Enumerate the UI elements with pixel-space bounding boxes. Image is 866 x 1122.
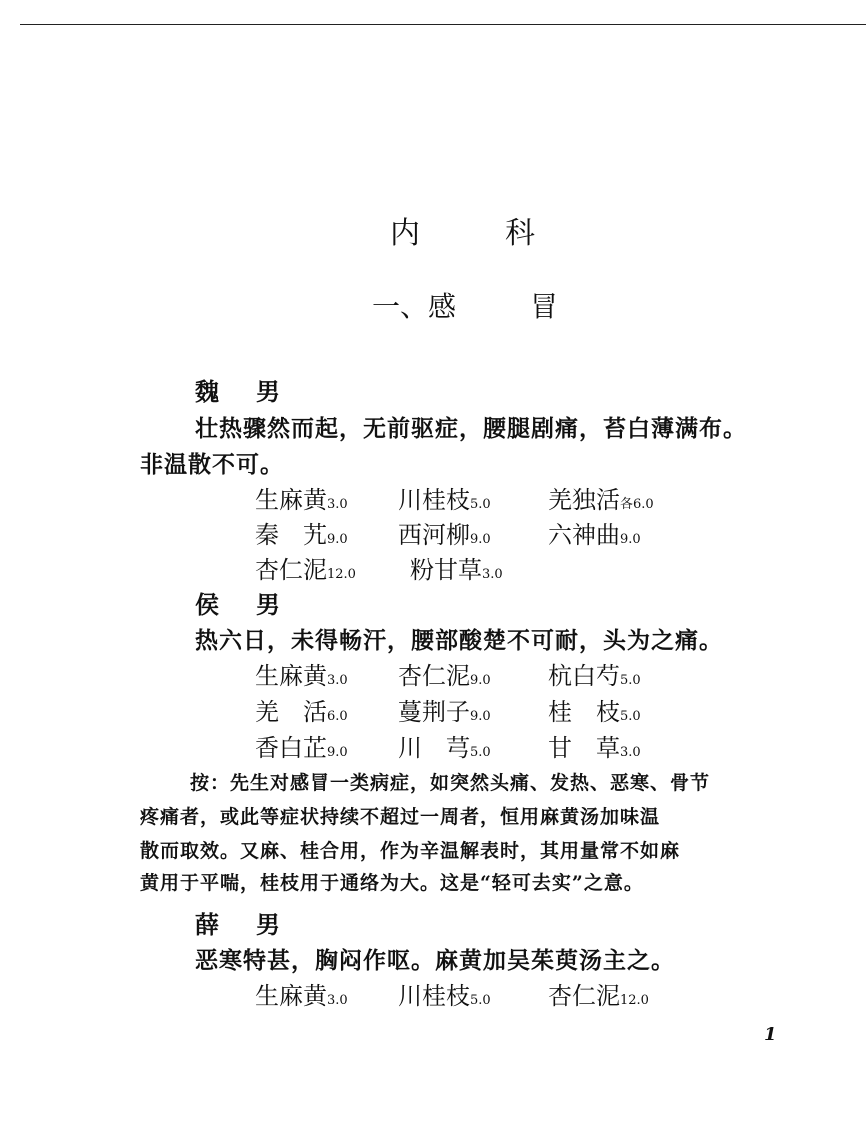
case2-herb: 杏仁泥9.0: [398, 662, 491, 690]
case1-herb: 杏仁泥12.0: [255, 556, 356, 584]
case2-sex: 男: [256, 590, 280, 619]
section-title-num: 一、感: [372, 290, 457, 323]
case1-text-line1: 壮热骤然而起，无前驱症，腰腿剧痛，苔白薄满布。: [195, 415, 747, 442]
chapter-title-right: 科: [505, 216, 535, 251]
case2-herb: 甘 草3.0: [548, 734, 641, 762]
note-line4: 黄用于平喘，桂枝用于通络为大。这是“轻可去实”之意。: [140, 872, 644, 894]
case3-name: 薛: [195, 910, 219, 939]
case3-sex: 男: [256, 910, 280, 939]
top-rule: [20, 24, 866, 25]
case2-herb: 蔓荆子9.0: [398, 698, 491, 726]
note-line3: 散而取效。又麻、桂合用，作为辛温解表时，其用量常不如麻: [140, 840, 681, 862]
case3-herb: 杏仁泥12.0: [548, 982, 649, 1010]
case3-herb: 生麻黄3.0: [255, 982, 348, 1010]
chapter-title-left: 内: [390, 216, 420, 251]
note-line1: 按：先生对感冒一类病症，如突然头痛、发热、恶寒、骨节: [190, 772, 711, 794]
case1-name: 魏: [195, 377, 219, 406]
section-title-word: 冒: [530, 290, 559, 323]
case1-text-line2: 非温散不可。: [140, 451, 284, 478]
case1-herb: 生麻黄3.0: [255, 486, 348, 514]
case1-herb: 秦 艽9.0: [255, 521, 348, 549]
case1-herb: 川桂枝5.0: [398, 486, 491, 514]
case2-name: 侯: [195, 590, 219, 619]
case2-text-line1: 热六日，未得畅汗，腰部酸楚不可耐，头为之痛。: [195, 627, 723, 654]
case3-text-line1: 恶寒特甚，胸闷作呕。麻黄加吴茱萸汤主之。: [195, 947, 675, 974]
case1-herb: 六神曲9.0: [548, 521, 641, 549]
case2-herb: 川 芎5.0: [398, 734, 491, 762]
case1-herb: 西河柳9.0: [398, 521, 491, 549]
case1-sex: 男: [256, 377, 280, 406]
case3-herb: 川桂枝5.0: [398, 982, 491, 1010]
note-line2: 疼痛者，或此等症状持续不超过一周者，恒用麻黄汤加味温: [140, 806, 661, 828]
case1-herb: 羌独活各6.0: [548, 486, 654, 514]
case2-herb: 杭白芍5.0: [548, 662, 641, 690]
page-number: 1: [764, 1024, 777, 1045]
case2-herb: 香白芷9.0: [255, 734, 348, 762]
case2-herb: 生麻黄3.0: [255, 662, 348, 690]
case1-herb: 粉甘草3.0: [410, 556, 503, 584]
case2-herb: 桂 枝5.0: [548, 698, 641, 726]
case2-herb: 羌 活6.0: [255, 698, 348, 726]
